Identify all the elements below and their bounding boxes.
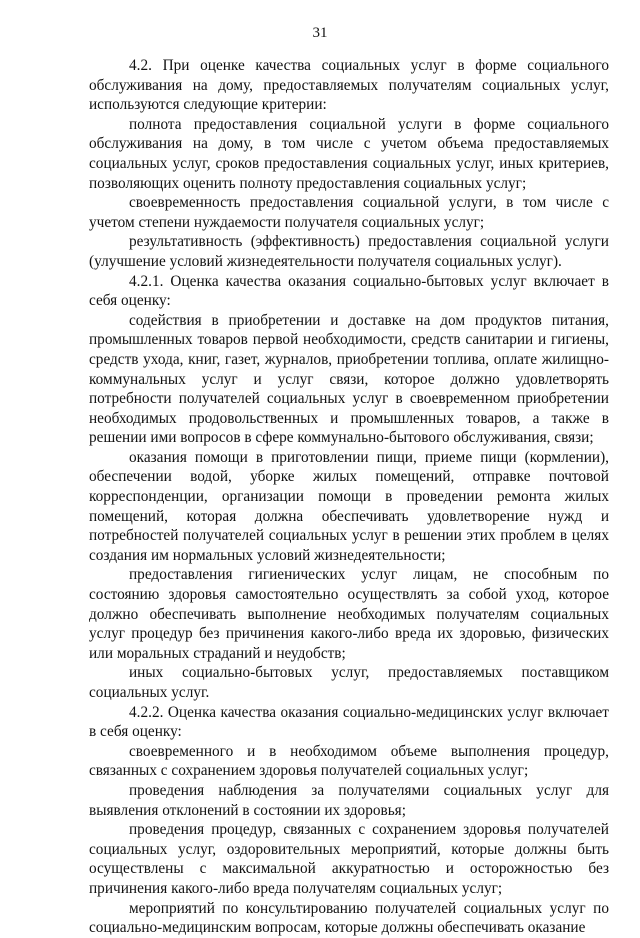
criterion-effectiveness: результативность (эффективность) предоставления социальной услуги (улучшение условий жизнедеятельности получателя социальных услуг). xyxy=(89,233,609,270)
document-body xyxy=(89,56,609,938)
item-health-monitoring: проведения наблюдения за получателями социальных услуг для выявления отклонений в состоянии их здоровья; xyxy=(89,781,609,819)
item-health-procedures: проведения процедур, связанных с сохранением здоровья получателей социальных услуг, оздоровительных мероприятий, которые должны быть осуществлены с максимальной аккуратностью и осторожностью без причинения какого-либо вреда получателям социальных услуг; xyxy=(89,821,609,897)
page-number: 31 xyxy=(312,25,328,41)
paragraph-4-2: 4.2. При оценке качества социальных услуг в форме социального обслуживания на дому, предоставляемых получателям социальных услуг, используются следующие критерии: xyxy=(89,57,609,114)
criterion-completeness: полнота предоставления социальной услуги в форме социального обслуживания на дому, в том числе с учетом объема предоставляемых социальных услуг, сроков предоставления социальных услуг, иных критериев, позволяющих оценить полноту предоставления социальных услуг; xyxy=(89,115,609,192)
criterion-timeliness: своевременность предоставления социальной услуги, в том числе с учетом степени нуждаемости получателя социальных услуг; xyxy=(89,194,609,231)
paragraph-4-2-2: 4.2.2. Оценка качества оказания социально-медицинских услуг включает в себя оценку: xyxy=(89,703,609,741)
item-timely-procedures: своевременного и в необходимом объеме выполнения процедур, связанных с сохранением здоровья получателей социальных услуг; xyxy=(89,742,609,780)
item-consulting: мероприятий по консультированию получателей социальных услуг по социально-медицинским вопросам, которые должны обеспечивать оказание xyxy=(89,899,609,937)
item-hygiene-services: предоставления гигиенических услуг лицам, не способным по состоянию здоровья самостоятельно осуществлять за собой уход, которое должно обеспечивать выполнение необходимых получателям социальных услуг процедур без причинения какого-либо вреда их здоровью, физических или моральных страданий и неудобств; xyxy=(89,566,609,662)
item-other-services: иных социально-бытовых услуг, предоставляемых поставщиком социальных услуг. xyxy=(89,664,609,701)
paragraph-4-2-1: 4.2.1. Оценка качества оказания социально-бытовых услуг включает в себя оценку: xyxy=(89,272,609,310)
item-household-help: оказания помощи в приготовлении пищи, приеме пищи (кормлении), обеспечении водой, уборке жилых помещений, отправке почтовой корреспонденции, организации помощи в проведении ремонта жилых помещений, которая должна обеспечивать удовлетворение нужд и потребностей получателей социальных услуг в решении этих проблем в целях создания им нормальных условий жизнедеятельности; xyxy=(89,448,609,564)
item-purchase-assistance: содействия в приобретении и доставке на дом продуктов питания, промышленных товаров первой необходимости, средств санитарии и гигиены, средств ухода, книг, газет, журналов, приобретении топлива, оплате жилищно-коммунальных услуг и услуг связи, которое должно удовлетворять потребности получателей социальных услуг в своевременном приобретении необходимых продовольственных и промышленных товаров, а также в решении ими вопросов в сфере коммунально-бытового обслуживания, связи; xyxy=(89,311,609,447)
